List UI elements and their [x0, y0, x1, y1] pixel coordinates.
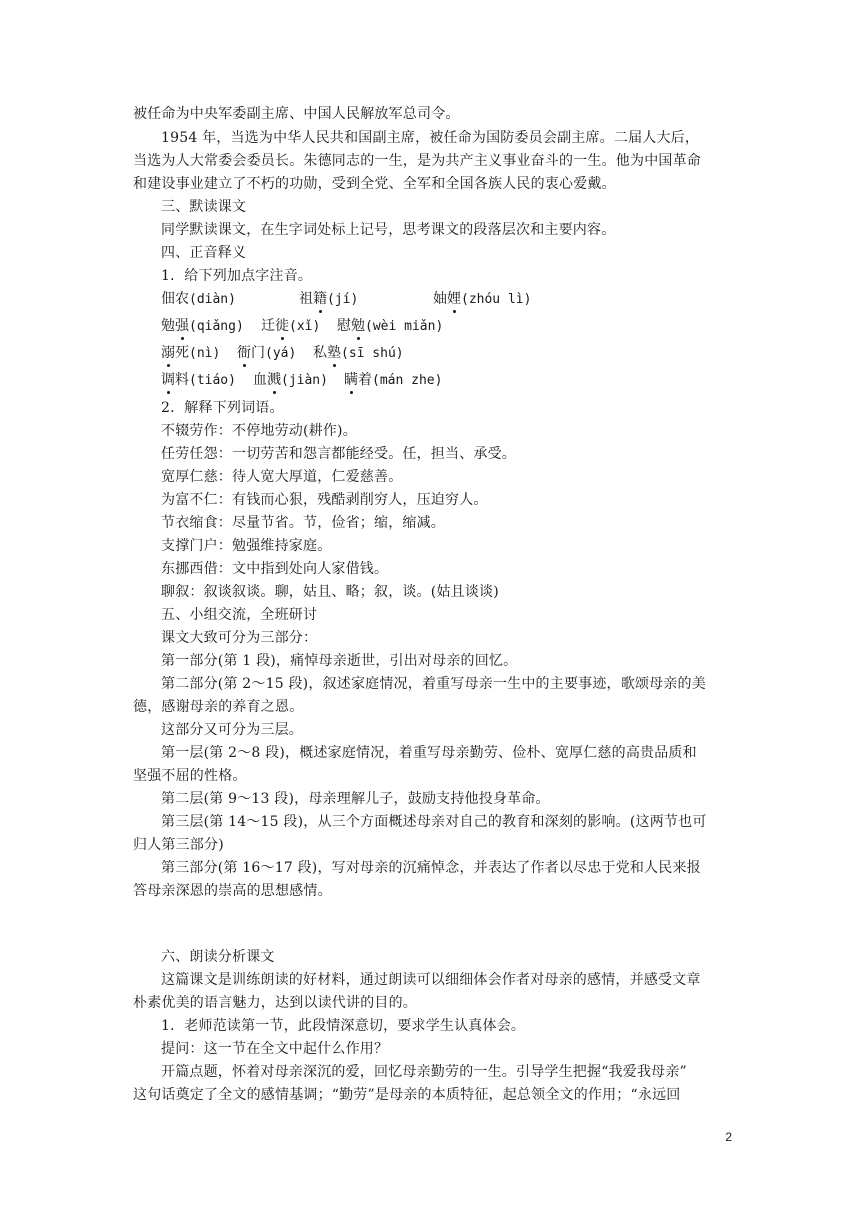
- text-line: 当选为人大常委会委员长。朱德同志的一生，是为共产主义事业奋斗的一生。他为中国革命: [133, 153, 701, 169]
- pinyin-item: 溺死(nì): [161, 342, 220, 365]
- text-line: 第一部分(第 1 段)，痛悼母亲逝世，引出对母亲的回忆。: [161, 653, 518, 669]
- text-line: 和建设事业建立了不朽的功勋，受到全党、全军和全国各族人民的衷心爱戴。: [133, 176, 616, 192]
- text-line: 朴素优美的语言魅力，达到以读代讲的目的。: [133, 995, 417, 1011]
- text-line: 第二层(第 9～13 段)，母亲理解儿子，鼓励支持他投身革命。: [161, 791, 550, 807]
- text-line: 开篇点题，怀着对母亲深沉的爱，回忆母亲勤劳的一生。引导学生把握“我爱我母亲”: [161, 1064, 687, 1080]
- text-line: 同学默读课文，在生字词处标上记号，思考课文的段落层次和主要内容。: [161, 222, 616, 238]
- text-line: 归人第三部分): [133, 837, 224, 853]
- text-line: 这句话奠定了全文的感情基调；“勤劳”是母亲的本质特征，起总领全文的作用；“永远回: [133, 1087, 681, 1103]
- text-line: 聊叙：叙谈叙谈。聊，姑且、略；叙，谈。(姑且谈谈): [161, 584, 499, 600]
- text-line: 节衣缩食：尽量节省。节，俭省；缩，缩减。: [161, 515, 445, 531]
- text-line: 德，感谢母亲的养育之恩。: [133, 699, 304, 715]
- pinyin-item: 私塾(sī shú): [313, 342, 404, 365]
- text-line: 东挪西借：文中指到处向人家借钱。: [161, 561, 389, 577]
- text-line: 任劳任怨：一切劳苦和怨言都能经受。任，担当、承受。: [161, 446, 516, 462]
- pinyin-item: 勉强(qiǎng): [161, 315, 244, 338]
- text-line: 坚强不屈的性格。: [133, 768, 247, 784]
- text-line: 第一层(第 2～8 段)，概述家庭情况，着重写母亲勤劳、俭朴、宽厚仁慈的高贵品质和: [161, 745, 697, 761]
- pinyin-item: 瞒着(mán zhe): [344, 369, 442, 392]
- section-heading: 四、正音释义: [161, 245, 247, 261]
- text-line: 这部分又可分为三层。: [161, 722, 303, 738]
- text-line: 课文大致可分为三部分：: [161, 630, 318, 646]
- section-heading: 六、朗读分析课文: [161, 949, 275, 965]
- text-line: 1954 年，当选为中华人民共和国副主席，被任命为国防委员会副主席。二届人大后，: [161, 130, 700, 146]
- pinyin-item: 佃农(diàn): [161, 291, 236, 307]
- pinyin-item: 妯娌(zhóu lì): [433, 288, 531, 311]
- pinyin-item: 衙门(yá): [237, 342, 296, 365]
- section-heading: 五、小组交流，全班研讨: [161, 607, 318, 623]
- text-line: 2．解释下列词语。: [161, 400, 284, 416]
- text-line: 提问：这一节在全文中起什么作用？: [161, 1041, 389, 1057]
- pinyin-item: 祖籍(jí): [299, 288, 358, 311]
- text-line: 不辍劳作：不停地劳动(耕作)。: [161, 423, 357, 439]
- text-line: 宽厚仁慈：待人宽大厚道，仁爱慈善。: [161, 469, 403, 485]
- text-line: 1．给下列加点字注音。: [161, 268, 313, 284]
- text-line: 第三层(第 14～15 段)，从三个方面概述母亲对自己的教育和深刻的影响。(这两节也可: [161, 814, 707, 830]
- pinyin-item: 调料(tiáo): [161, 369, 236, 392]
- text-line: 第三部分(第 16～17 段)，写对母亲的沉痛悼念，并表达了作者以尽忠于党和人民来报: [161, 860, 701, 876]
- text-line: 答母亲深恩的崇高的思想感情。: [133, 883, 332, 899]
- pinyin-item: 血溅(jiàn): [253, 369, 328, 392]
- pinyin-item: 迁徙(xǐ): [261, 315, 320, 338]
- section-heading: 三、默读课文: [161, 199, 247, 215]
- text-line: 被任命为中央军委副主席、中国人民解放军总司令。: [133, 106, 460, 122]
- text-line: 这篇课文是训练朗读的好材料，通过朗读可以细细体会作者对母亲的感情，并感受文章: [161, 972, 701, 988]
- page-number: 2: [725, 1130, 732, 1144]
- text-line: 1．老师范读第一节，此段情深意切，要求学生认真体会。: [161, 1018, 526, 1034]
- pinyin-item: 慰勉(wèi miǎn): [337, 315, 443, 338]
- text-line: 为富不仁：有钱而心狠，残酷剥削穷人，压迫穷人。: [161, 492, 488, 508]
- text-line: 第二部分(第 2～15 段)，叙述家庭情况，着重写母亲一生中的主要事迹，歌颂母亲的美: [161, 676, 706, 692]
- text-line: 支撑门户：勉强维持家庭。: [161, 538, 332, 554]
